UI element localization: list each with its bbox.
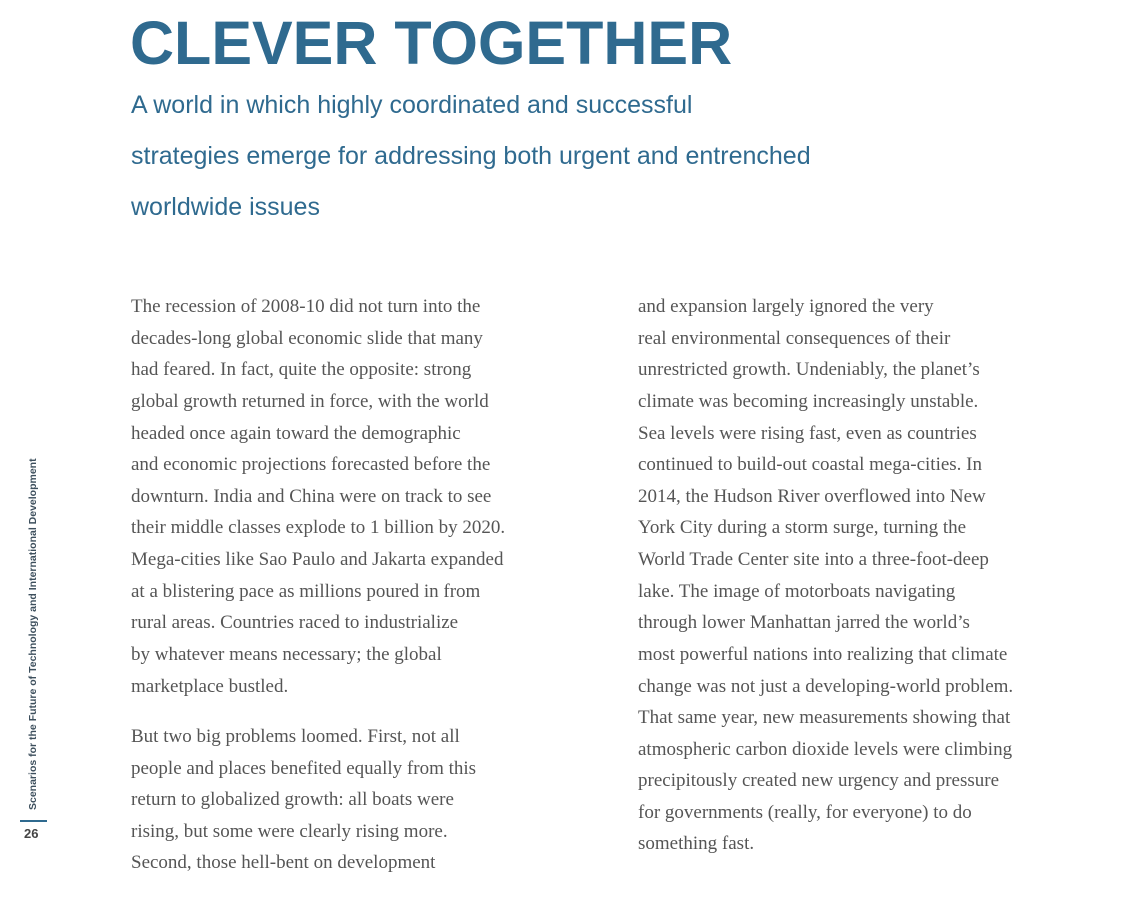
body-line: and economic projections forecasted before the [131,454,491,475]
body-line: Mega-cities like Sao Paulo and Jakarta expanded [131,549,504,570]
page-number: 26 [24,826,39,841]
body-line: decades-long global economic slide that many [131,328,483,349]
body-line: unrestricted growth. Undeniably, the planet’s [638,359,980,380]
body-line: real environmental consequences of their [638,328,951,349]
body-line: and expansion largely ignored the very [638,296,934,317]
body-line: through lower Manhattan jarred the world’s [638,612,970,633]
body-line: atmospheric carbon dioxide levels were climbing [638,739,1013,760]
page-number-rule [20,820,47,822]
body-line: headed once again toward the demographic [131,423,461,444]
body-line: precipitously created new urgency and pressure [638,770,1000,791]
body-line: rural areas. Countries raced to industrialize [131,612,459,633]
body-line: World Trade Center site into a three-foot-deep [638,549,989,570]
body-line: rising, but some were clearly rising more. [131,821,448,842]
body-line: at a blistering pace as millions poured in from [131,581,481,602]
body-line: something fast. [638,833,755,854]
body-line: Sea levels were rising fast, even as countries [638,423,977,444]
page-title: CLEVER TOGETHER [130,9,733,77]
subtitle-line: A world in which highly coordinated and successful [131,91,693,119]
body-line: Second, those hell-bent on development [131,852,436,873]
body-line: 2014, the Hudson River overflowed into New [638,486,986,507]
body-line: But two big problems loomed. First, not all [131,726,460,747]
body-line: lake. The image of motorboats navigating [638,581,956,602]
body-line: That same year, new measurements showing that [638,707,1011,728]
body-line: most powerful nations into realizing that climate [638,644,1008,665]
subtitle-line: worldwide issues [131,193,320,221]
body-line: by whatever means necessary; the global [131,644,442,665]
subtitle-line: strategies emerge for addressing both urgent and entrenched [131,142,811,170]
body-line: return to globalized growth: all boats were [131,789,454,810]
body-line: York City during a storm surge, turning the [638,517,967,538]
body-line: global growth returned in force, with the world [131,391,489,412]
body-line: their middle classes explode to 1 billion by 2020. [131,517,506,538]
body-line: downturn. India and China were on track to see [131,486,492,507]
body-line: people and places benefited equally from this [131,758,477,779]
running-title: Scenarios for the Future of Technology and International Development [27,458,39,810]
body-line: The recession of 2008-10 did not turn into the [131,296,481,317]
body-line: marketplace bustled. [131,676,289,697]
body-line: had feared. In fact, quite the opposite: strong [131,359,472,380]
body-line: for governments (really, for everyone) to do [638,802,972,823]
body-line: change was not just a developing-world problem. [638,676,1014,697]
body-line: climate was becoming increasingly unstable. [638,391,979,412]
body-line: continued to build-out coastal mega-cities. In [638,454,983,475]
